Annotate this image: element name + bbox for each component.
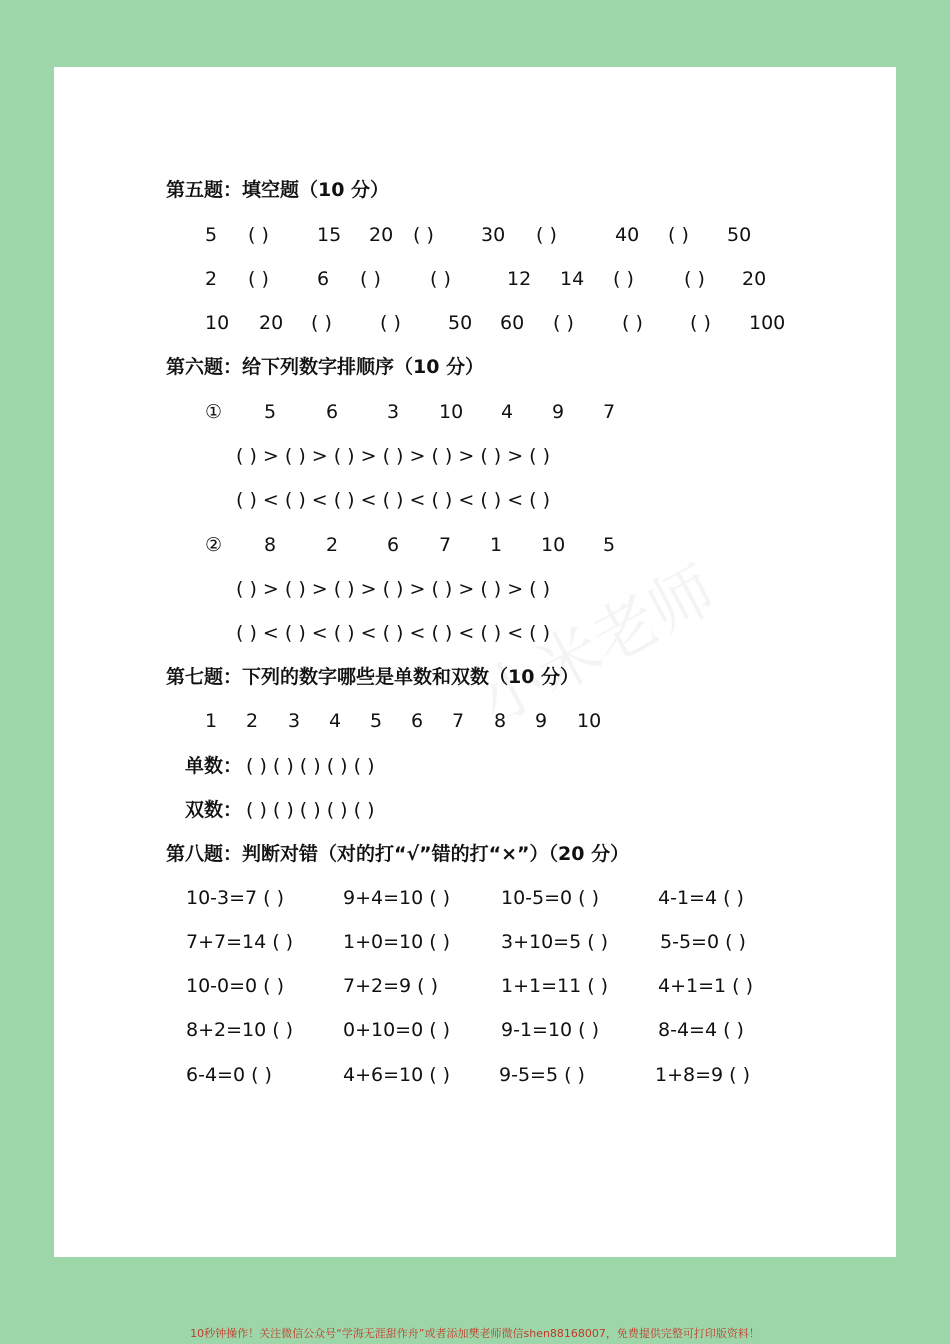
- q8-equation: 3+10=5 ( ): [501, 931, 609, 953]
- q8-equation: 8+2=10 ( ): [186, 1019, 294, 1041]
- q5-title: 第五题：填空题（10 分）: [166, 179, 390, 201]
- odd-label: 单数：: [185, 755, 243, 777]
- q5-blank: ( ): [536, 224, 557, 246]
- q7-number: 5: [370, 710, 383, 732]
- odd-blanks: ( ) ( ) ( ) ( ) ( ): [246, 755, 375, 777]
- q5-cell: 5: [205, 224, 218, 246]
- q5-cell: 14: [560, 268, 585, 290]
- q8-equation: 5-5=0 ( ): [660, 931, 746, 953]
- q6-number: 7: [439, 534, 452, 556]
- q6-number: 8: [264, 534, 277, 556]
- footer-promo-text: 10秒钟操作！关注微信公众号“学海无涯甜作舟”或者添加樊老师微信shen88168007，免费提供完整可打印版资料！: [190, 1327, 760, 1340]
- q8-equation: 8-4=4 ( ): [658, 1019, 744, 1041]
- q6-lt-row: ( ) < ( ) < ( ) < ( ) < ( ) < ( ) < ( ): [236, 622, 551, 644]
- q6-number: 9: [552, 401, 565, 423]
- q5-cell: 10: [205, 312, 230, 334]
- q5-cell: 20: [742, 268, 767, 290]
- q6-number: 6: [326, 401, 339, 423]
- q5-blank: ( ): [248, 268, 269, 290]
- q6-gt-row: ( ) > ( ) > ( ) > ( ) > ( ) > ( ) > ( ): [236, 445, 551, 467]
- q6-marker: ①: [205, 401, 223, 423]
- q5-cell: 30: [481, 224, 506, 246]
- q5-cell: 15: [317, 224, 342, 246]
- q7-number: 2: [246, 710, 259, 732]
- q5-blank: ( ): [613, 268, 634, 290]
- q8-equation: 9-5=5 ( ): [499, 1064, 585, 1086]
- q8-equation: 7+2=9 ( ): [343, 975, 439, 997]
- q5-blank: ( ): [360, 268, 381, 290]
- q7-number: 9: [535, 710, 548, 732]
- q6-title: 第六题：给下列数字排顺序（10 分）: [166, 356, 485, 378]
- q8-equation: 9-1=10 ( ): [501, 1019, 600, 1041]
- q5-blank: ( ): [311, 312, 332, 334]
- q5-cell: 6: [317, 268, 330, 290]
- q5-cell: 20: [369, 224, 394, 246]
- q8-equation: 1+0=10 ( ): [343, 931, 451, 953]
- q5-blank: ( ): [413, 224, 434, 246]
- q6-marker: ②: [205, 534, 223, 556]
- q7-number: 3: [288, 710, 301, 732]
- q6-number: 7: [603, 401, 616, 423]
- q8-equation: 9+4=10 ( ): [343, 887, 451, 909]
- q5-cell: 50: [448, 312, 473, 334]
- q5-blank: ( ): [684, 268, 705, 290]
- q6-number: 5: [264, 401, 277, 423]
- q5-cell: 50: [727, 224, 752, 246]
- q8-equation: 4+1=1 ( ): [658, 975, 754, 997]
- q6-number: 5: [603, 534, 616, 556]
- q8-equation: 1+8=9 ( ): [655, 1064, 751, 1086]
- q5-blank: ( ): [622, 312, 643, 334]
- even-label: 双数：: [185, 799, 243, 821]
- q6-gt-row: ( ) > ( ) > ( ) > ( ) > ( ) > ( ) > ( ): [236, 578, 551, 600]
- q5-blank: ( ): [668, 224, 689, 246]
- q8-equation: 7+7=14 ( ): [186, 931, 294, 953]
- q6-number: 10: [439, 401, 464, 423]
- q5-blank: ( ): [553, 312, 574, 334]
- q5-cell: 2: [205, 268, 218, 290]
- q6-number: 10: [541, 534, 566, 556]
- q7-title: 第七题：下列的数字哪些是单数和双数（10 分）: [166, 666, 580, 688]
- q6-number: 1: [490, 534, 503, 556]
- q8-equation: 0+10=0 ( ): [343, 1019, 451, 1041]
- q7-number: 1: [205, 710, 218, 732]
- q6-number: 6: [387, 534, 400, 556]
- q5-cell: 100: [749, 312, 786, 334]
- q5-blank: ( ): [690, 312, 711, 334]
- q6-number: 2: [326, 534, 339, 556]
- q8-equation: 10-3=7 ( ): [186, 887, 285, 909]
- q6-number: 4: [501, 401, 514, 423]
- q7-number: 10: [577, 710, 602, 732]
- q5-blank: ( ): [380, 312, 401, 334]
- q7-number: 7: [452, 710, 465, 732]
- q5-blank: ( ): [248, 224, 269, 246]
- q8-equation: 4+6=10 ( ): [343, 1064, 451, 1086]
- q8-title: 第八题：判断对错（对的打“√”错的打“×”）（20 分）: [166, 843, 630, 865]
- q5-cell: 20: [259, 312, 284, 334]
- q7-number: 8: [494, 710, 507, 732]
- q8-equation: 6-4=0 ( ): [186, 1064, 272, 1086]
- q8-equation: 10-5=0 ( ): [501, 887, 600, 909]
- q8-equation: 10-0=0 ( ): [186, 975, 285, 997]
- q5-blank: ( ): [430, 268, 451, 290]
- q5-cell: 12: [507, 268, 532, 290]
- q5-cell: 40: [615, 224, 640, 246]
- q5-cell: 60: [500, 312, 525, 334]
- q8-equation: 4-1=4 ( ): [658, 887, 744, 909]
- q6-lt-row: ( ) < ( ) < ( ) < ( ) < ( ) < ( ) < ( ): [236, 489, 551, 511]
- q6-number: 3: [387, 401, 400, 423]
- even-blanks: ( ) ( ) ( ) ( ) ( ): [246, 799, 375, 821]
- q7-number: 4: [329, 710, 342, 732]
- worksheet-page: [54, 67, 896, 1257]
- q7-number: 6: [411, 710, 424, 732]
- q8-equation: 1+1=11 ( ): [501, 975, 609, 997]
